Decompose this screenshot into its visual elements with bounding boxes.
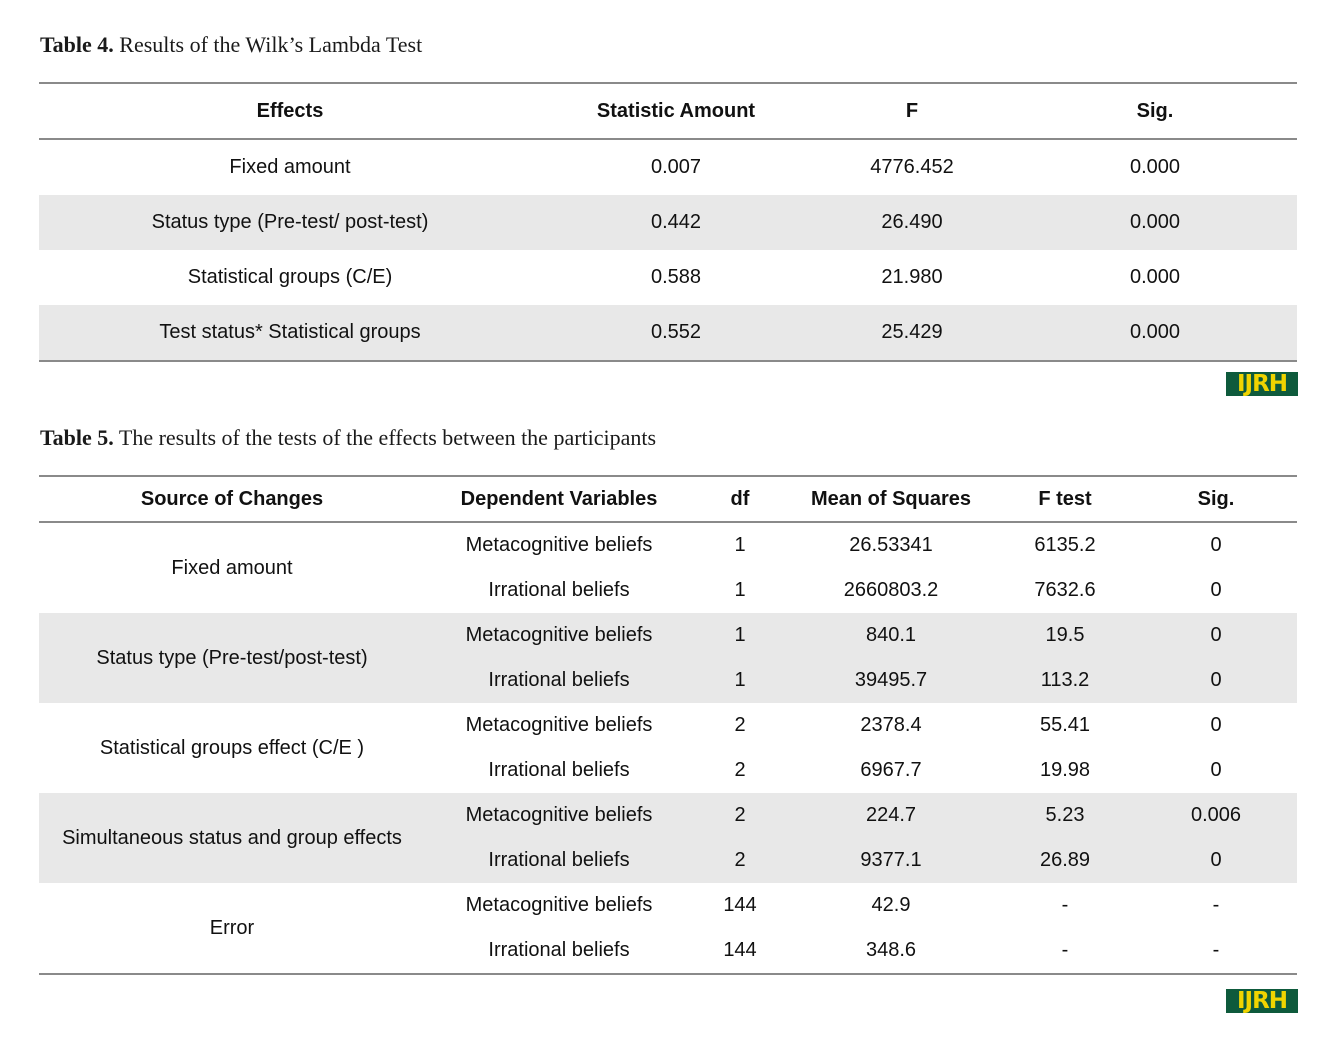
dependent-variable-cell: Irrational beliefs [425, 838, 693, 883]
source-cell: Error [209, 916, 255, 939]
statistic-cell: 0.007 [650, 156, 702, 178]
table-row [39, 250, 1297, 305]
sig-cell: 0 [1210, 534, 1222, 556]
table-header-row [39, 83, 1297, 139]
f-test-cell: 26.89 [995, 838, 1135, 883]
table-4-caption-label: Table 4. [40, 32, 114, 57]
sig-cell: 0 [1135, 838, 1297, 883]
df-cell: 1 [693, 658, 787, 703]
table-row [39, 305, 1297, 361]
df-cell: 1 [734, 534, 746, 556]
wilks-lambda-table [39, 82, 1297, 362]
f-test-cell: - [1061, 894, 1069, 916]
f-test-cell: 19.5 [995, 613, 1135, 658]
mean-squares-cell: 224.7 [787, 793, 995, 838]
table-row [39, 613, 1297, 658]
f-cell: 4776.452 [870, 156, 954, 178]
table-row [39, 522, 1297, 568]
table-4-caption-text: Results of the Wilk’s Lambda Test [119, 32, 423, 57]
between-subjects-effects-table [39, 475, 1297, 975]
table-header-row [39, 476, 1297, 522]
table-row [39, 195, 1297, 250]
dependent-variable-cell: Irrational beliefs [488, 939, 630, 961]
source-cell: Statistical groups effect (C/E ) [99, 736, 365, 759]
df-cell: 144 [723, 939, 757, 961]
f-test-cell: 6135.2 [1034, 534, 1096, 556]
f-test-cell: 7632.6 [1034, 579, 1096, 601]
header-statistic-amount: Statistic Amount [541, 83, 811, 139]
mean-squares-cell: 2660803.2 [843, 579, 939, 601]
source-cell: Simultaneous status and group effects [39, 793, 425, 883]
table-row [39, 703, 1297, 748]
effect-cell: Fixed amount [229, 156, 351, 178]
table-5-caption [40, 425, 656, 451]
dependent-variable-cell: Irrational beliefs [425, 658, 693, 703]
statistic-cell: 0.552 [541, 305, 811, 361]
mean-squares-cell: 42.9 [871, 894, 911, 916]
table-row [39, 793, 1297, 838]
table-4-caption [40, 32, 422, 58]
effect-cell: Test status* Statistical groups [39, 305, 541, 361]
source-cell: Fixed amount [171, 556, 293, 579]
f-test-cell: 55.41 [1039, 714, 1091, 736]
header-f-test: F test [995, 476, 1135, 522]
sig-cell: 0.000 [1013, 195, 1297, 250]
sig-cell: 0 [1135, 613, 1297, 658]
df-cell: 2 [734, 759, 746, 781]
df-cell: 1 [734, 579, 746, 601]
table-5-caption-label: Table 5. [40, 425, 114, 450]
mean-squares-cell: 26.53341 [849, 534, 933, 556]
df-cell: 2 [693, 793, 787, 838]
effect-cell: Statistical groups (C/E) [187, 266, 393, 288]
table-row [39, 883, 1297, 928]
sig-cell: 0.006 [1135, 793, 1297, 838]
f-cell: 21.980 [881, 266, 943, 288]
sig-cell: 0 [1135, 658, 1297, 703]
mean-squares-cell: 840.1 [787, 613, 995, 658]
mean-squares-cell: 6967.7 [860, 759, 922, 781]
dependent-variable-cell: Metacognitive beliefs [465, 894, 653, 916]
table-row [39, 139, 1297, 195]
effect-cell: Status type (Pre-test/ post-test) [39, 195, 541, 250]
sig-cell: - [1212, 894, 1220, 916]
header-effects: Effects [39, 83, 541, 139]
dependent-variable-cell: Irrational beliefs [488, 579, 630, 601]
sig-cell: 0 [1210, 579, 1222, 601]
journal-logo: IJRH [1226, 989, 1298, 1013]
f-test-cell: 5.23 [995, 793, 1135, 838]
dependent-variable-cell: Metacognitive beliefs [465, 714, 653, 736]
f-cell: 25.429 [811, 305, 1013, 361]
df-cell: 2 [693, 838, 787, 883]
journal-logo: IJRH [1226, 372, 1298, 396]
dependent-variable-cell: Metacognitive beliefs [465, 534, 653, 556]
f-cell: 26.490 [811, 195, 1013, 250]
mean-squares-cell: 2378.4 [860, 714, 922, 736]
sig-cell: 0.000 [1013, 305, 1297, 361]
sig-cell: 0 [1210, 759, 1222, 781]
header-dependent-variables: Dependent Variables [425, 476, 693, 522]
sig-cell: 0.000 [1129, 156, 1181, 178]
df-cell: 144 [723, 894, 757, 916]
dependent-variable-cell: Irrational beliefs [488, 759, 630, 781]
header-sig: Sig. [1135, 476, 1297, 522]
source-cell: Status type (Pre-test/post-test) [39, 613, 425, 703]
table-5-caption-text: The results of the tests of the effects between the participants [118, 425, 657, 450]
sig-cell: 0 [1210, 714, 1222, 736]
dependent-variable-cell: Metacognitive beliefs [425, 793, 693, 838]
header-df: df [693, 476, 787, 522]
sig-cell: 0.000 [1129, 266, 1181, 288]
df-cell: 1 [693, 613, 787, 658]
f-test-cell: 113.2 [995, 658, 1135, 703]
f-test-cell: - [1061, 939, 1069, 961]
mean-squares-cell: 39495.7 [787, 658, 995, 703]
mean-squares-cell: 9377.1 [787, 838, 995, 883]
header-source-of-changes: Source of Changes [39, 476, 425, 522]
df-cell: 2 [734, 714, 746, 736]
statistic-cell: 0.442 [541, 195, 811, 250]
statistic-cell: 0.588 [650, 266, 702, 288]
dependent-variable-cell: Metacognitive beliefs [425, 613, 693, 658]
f-test-cell: 19.98 [1039, 759, 1091, 781]
sig-cell: - [1212, 939, 1220, 961]
header-sig: Sig. [1013, 83, 1297, 139]
mean-squares-cell: 348.6 [865, 939, 917, 961]
header-f: F [811, 83, 1013, 139]
header-mean-of-squares: Mean of Squares [787, 476, 995, 522]
